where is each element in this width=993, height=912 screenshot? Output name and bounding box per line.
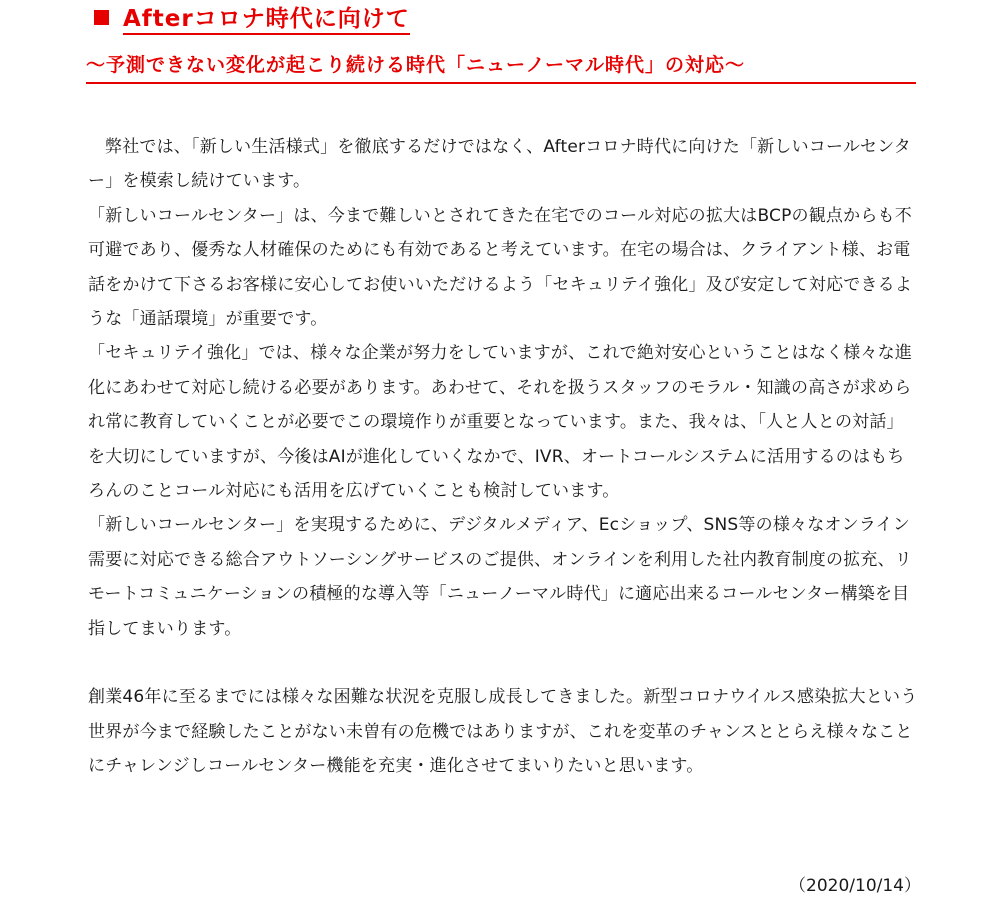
page-header [86,0,916,84]
paragraph-new-call-center: 「新しいコールセンター」は、今まで難しいとされてきた在宅でのコール対応の拡大はBCPの観点からも不可避であり、優秀な人材確保のためにも有効であると考えています。在宅の場合は、クライアント様、お電話をかけて下さるお客様に安心してお使いいただけるよう「セキュリテイ強化」及び安定して対応できるような「通話環境」が重要です。 [88,205,913,330]
square-bullet-icon [94,10,109,25]
paragraph-intro: 弊社では、「新しい生活様式」を徹底するだけではなく、Afterコロナ時代に向けた「新しいコールセンター」を模索し続けています。 [88,137,911,192]
article-body [88,130,920,784]
paragraph-security: 「セキュリテイ強化」では、様々な企業が努力をしていますが、これで絶対安心ということはなく様々な進化にあわせて対応し続ける必要があります。あわせて、それを扱うスタッフのモラル・知識の高さが求められ常に教育していくことが必要でこの環境作りが重要となっています。また、我々は、「人と人との対話」を大切にしていますが、今後はAIが進化していくなかで、IVR、オートコールシステムに活用するのはもちろんのことコール対応にも活用を広げていくことも検討しています。 [88,343,913,502]
page-title [86,0,916,38]
paragraph-spacer [88,646,920,680]
publish-date: （2020/10/14） [789,876,921,896]
page-subtitle: ～予測できない変化が起こり続ける時代「ニューノーマル時代」の対応～ [86,50,916,84]
paragraph-history: 創業46年に至るまでには様々な困難な状況を克服し成長してきました。新型コロナウイルス感染拡大という世界が今まで経験したことがない未曽有の危機ではありますが、これを変革のチャンスととらえ様々なことにチャレンジしコールセンター機能を充実・進化させてまいりたいと思います。 [88,687,918,777]
paragraph-realization: 「新しいコールセンター」を実現するために、デジタルメディア、Ecショップ、SNS等の様々なオンライン需要に対応できる総合アウトソーシングサービスのご提供、オンラインを利用した社内教育制度の拡充、リモートコミュニケーションの積極的な導入等「ニューノーマル時代」に適応出来るコールセンター構築を目指してまいります。 [88,515,912,639]
page-title-text: Afterコロナ時代に向けて [123,6,410,35]
